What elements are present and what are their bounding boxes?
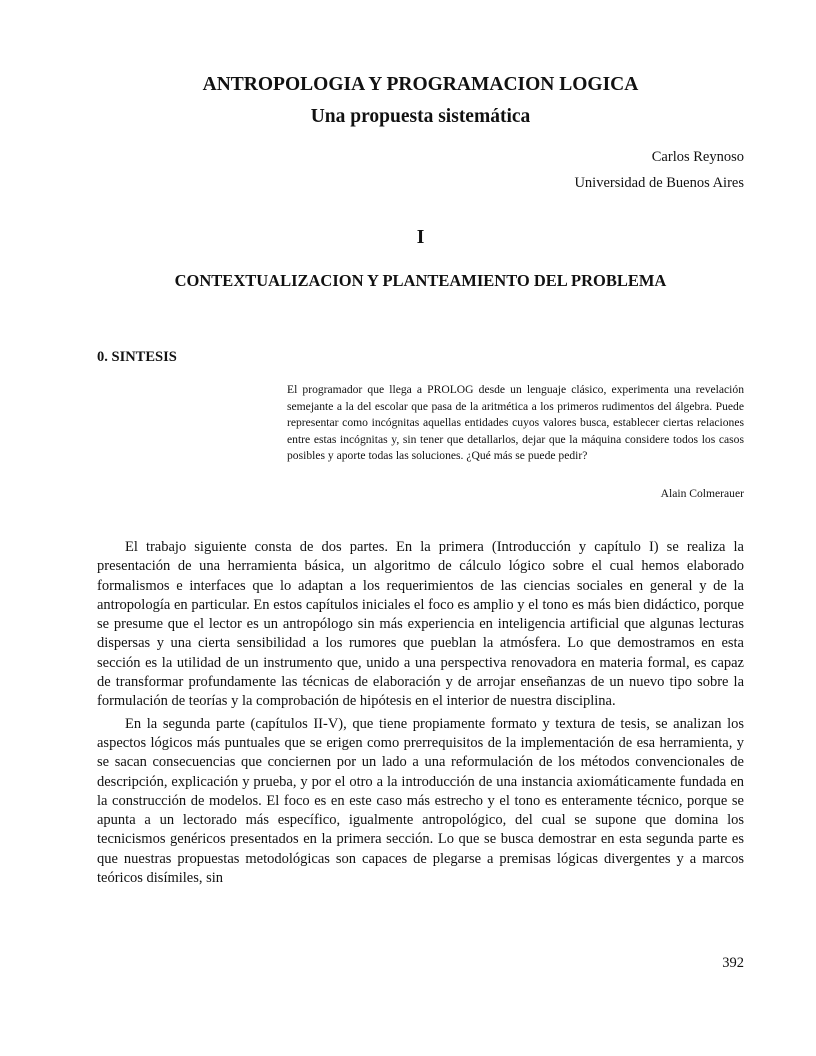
- section-heading: 0. SINTESIS: [97, 349, 177, 365]
- epigraph-author: Alain Colmerauer: [660, 487, 744, 500]
- chapter-number: I: [416, 227, 425, 248]
- body-text: [97, 538, 744, 891]
- chapter-title: CONTEXTUALIZACION Y PLANTEAMIENTO DEL PROBLEMA: [174, 271, 667, 290]
- epigraph-quote: El programador que llega a PROLOG desde un lenguaje clásico, experimenta una revelación semejante a la del escolar que pasa de la aritmética a los primeros rudimentos del álgebra. Puede representar como incógnitas aquellas entidades cuyos valores busca, establecer ciertas relaciones entre estas incógnitas y, sin tener que detallarlos, dejar que la máquina considere todos los casos posibles y aporte todas las soluciones. ¿Qué más se puede pedir?: [287, 383, 744, 463]
- author-name: Carlos Reynoso: [651, 149, 744, 165]
- document-subtitle: Una propuesta sistemática: [310, 106, 531, 127]
- body-paragraph: El trabajo siguiente consta de dos partes. En la primera (Introducción y capítulo I) se realiza la presentación de una herramienta básica, un algoritmo de cálculo lógico sobre el cual hemos elaborado formalismos e interfaces que lo adaptan a los requerimientos de las ciencias sociales en general y de la antropología en particular. En estos capítulos iniciales el foco es amplio y el tono es más bien didáctico, porque se presume que el lector es un antropólogo sin más experiencia en inteligencia artificial que algunas lecturas dispersas y una cierta sensibilidad a los rumores que pueblan la atmósfera. Lo que demostramos en esta sección es la utilidad de un instrumento que, unido a una perspectiva renovadora en materia formal, es capaz de transformar profundamente las técnicas de elaboración y de arrojar enseñanzas de un nuevo tipo sobre la formulación de teorías y la comprobación de hipótesis en el interior de nuestra disciplina.: [97, 539, 744, 710]
- document-title: ANTROPOLOGIA Y PROGRAMACION LOGICA: [202, 74, 639, 95]
- author-affiliation: Universidad de Buenos Aires: [574, 175, 744, 191]
- body-paragraph: En la segunda parte (capítulos II-V), que tiene propiamente formato y textura de tesis, se analizan los aspectos lógicos más puntuales que se erigen como prerrequisitos de la implementación de esa herramienta, y se sacan consecuencias que conciernen por un lado a una reformulación de los métodos convencionales de descripción, explicación y prueba, y por el otro a la introducción de una instancia axiomáticamente fundada en la construcción de modelos. El foco es en este caso más estrecho y el tono es enteramente técnico, porque se apunta a un lectorado más específico, igualmente antropológico, del cual se supone que domina los tecnicismos genéricos presentados en la primera sección. Lo que se busca demostrar en esta segunda parte es que nuestras propuestas metodológicas son capaces de plegarse a premisas lógicas divergentes y a marcos teóricos disímiles, sin: [97, 715, 744, 887]
- page-number: 392: [722, 955, 744, 971]
